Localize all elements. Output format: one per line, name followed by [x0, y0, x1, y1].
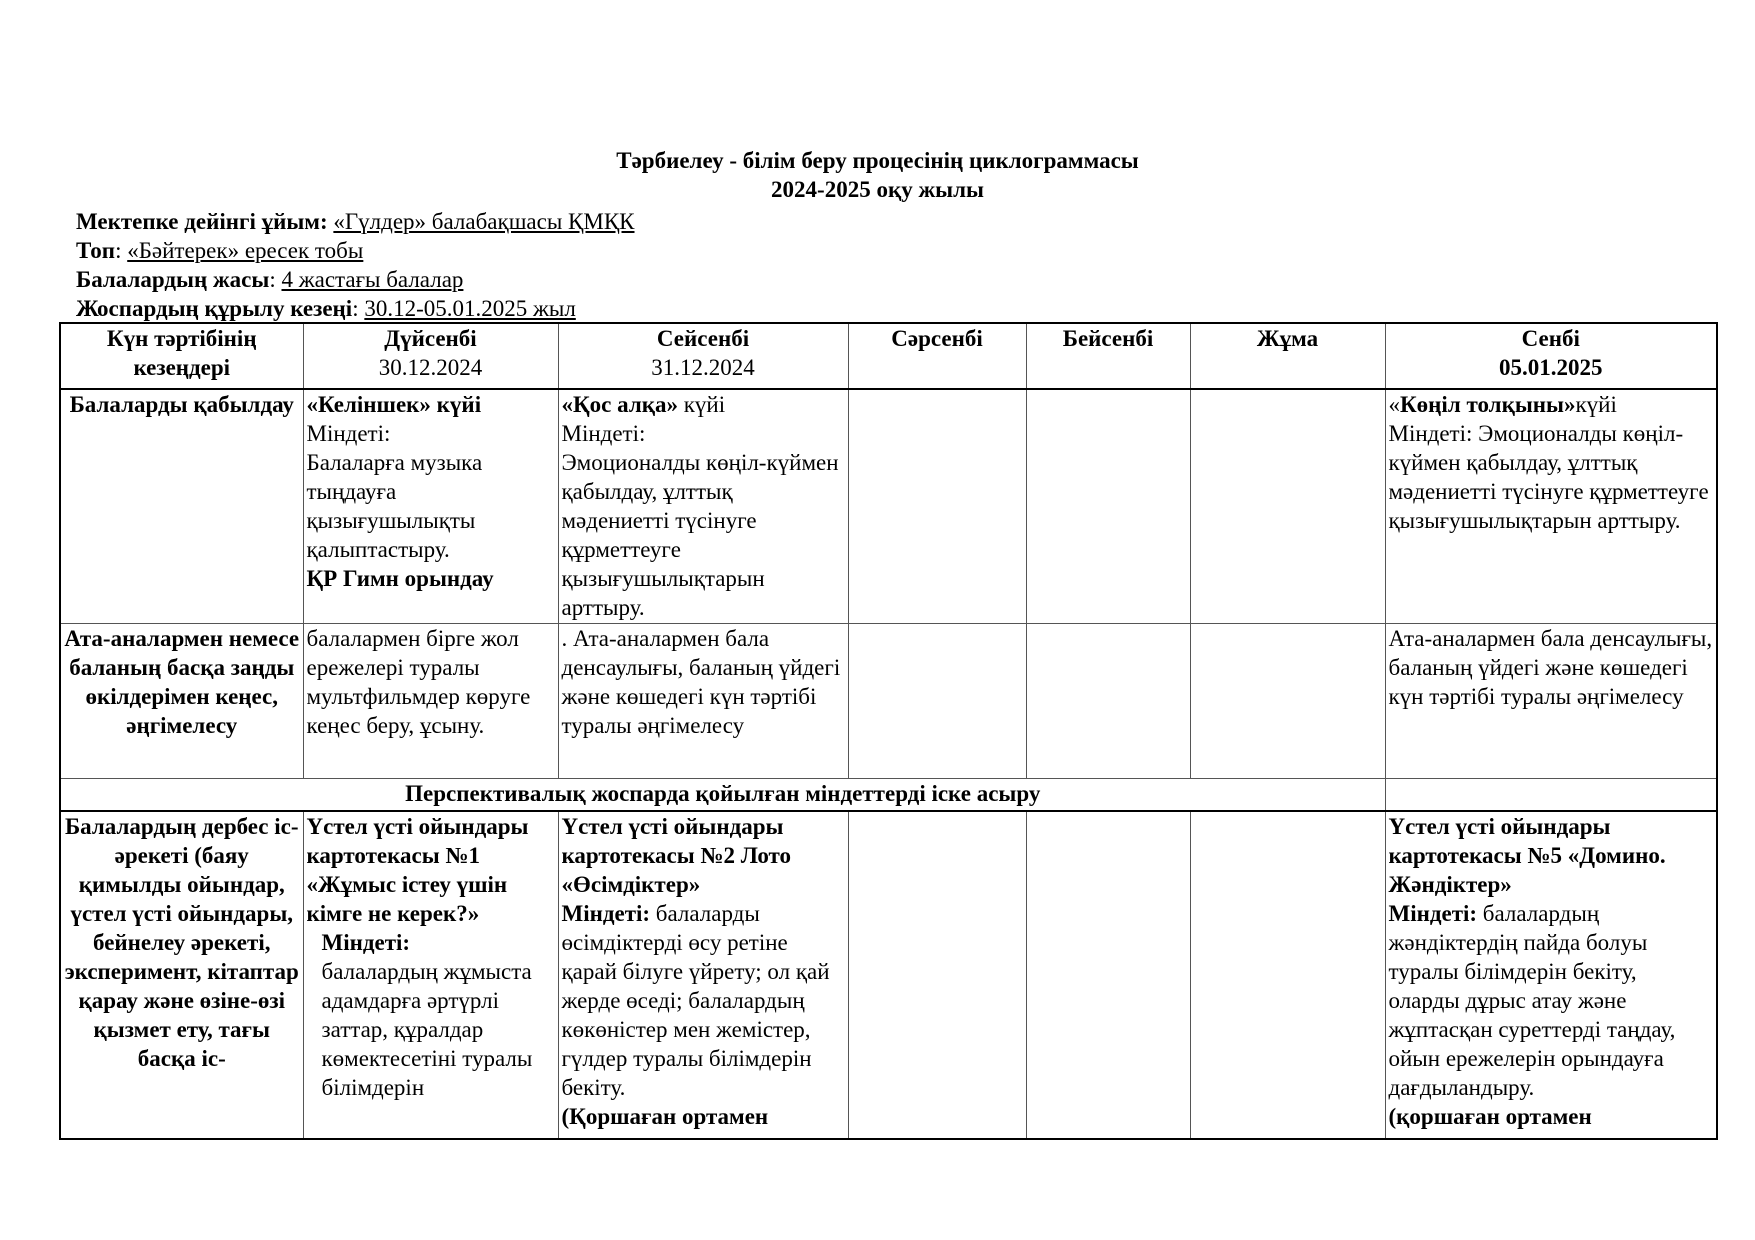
reception-monday-task-label: Міндеті:	[306, 421, 391, 446]
reception-saturday-task: Міндеті: Эмоционалды көңіл-күймен қабылдау, ұлттық мәдениетті түсінуге құрметтеугe қызығушылықтарын арттыру.	[1388, 421, 1709, 533]
banner-saturday-empty	[1385, 778, 1717, 811]
header-periods-label: Күн тәртібінің кезеңдері	[106, 326, 257, 380]
header-cell-thursday	[1026, 323, 1190, 389]
reception-tuesday-title: «Қос алқа»	[561, 392, 678, 417]
activity-saturday-task-text: балалардың жәндіктердің пайда болуы туралы білімдерін бекіту, оларды дұрыс атау және жұптасқан суреттерді таңдау, ойын ережелерін орындауға дағдыландыру.	[1388, 901, 1676, 1100]
header-cell-periods	[60, 323, 303, 389]
header-wednesday-day: Сәрсенбі	[891, 326, 983, 351]
header-cell-wednesday	[848, 323, 1026, 389]
cell-reception-thursday	[1026, 389, 1190, 623]
cell-activity-thursday	[1026, 811, 1190, 1139]
cell-activity-tuesday	[558, 811, 848, 1139]
table-header-row	[60, 323, 1717, 389]
meta-group-label: Топ	[76, 238, 116, 263]
table-row	[60, 389, 1717, 623]
header-cell-tuesday	[558, 323, 848, 389]
meta-period-value: 30.12-05.01.2025 жыл	[364, 296, 576, 321]
activity-tuesday-task-text: балаларды өсімдіктерді өсу ретіне қарай білуге үйрету; ол қай жерде өседі; балалардың көкөністер мен жемістер, гүлдер туралы білімдерін бекіту.	[561, 901, 830, 1100]
row-label-reception: Балаларды қабылдау	[60, 389, 303, 623]
cell-activity-monday	[303, 811, 558, 1139]
schedule-table	[59, 322, 1718, 1140]
header-monday-date: 30.12.2024	[378, 355, 483, 380]
reception-saturday-quote: «	[1388, 392, 1400, 417]
meta-period-label: Жоспардың құрылу кезеңі	[76, 296, 353, 321]
table-row	[60, 623, 1717, 778]
activity-monday-title: Үстел үсті ойындары картотекасы №1 «Жұмыс істеу үшін кімге не керек?»	[306, 814, 529, 926]
row-label-parents: Ата-аналармен немесе баланың басқа заңды өкілдерімен кеңес, әңгімелесу	[60, 623, 303, 778]
cell-activity-wednesday	[848, 811, 1026, 1139]
activity-saturday-subject: (қоршаған ортамен	[1388, 1104, 1592, 1129]
reception-monday-title: «Келіншек» күйі	[306, 392, 482, 417]
activity-tuesday-title: Үстел үсті ойындары картотекасы №2 Лото «Өсімдіктер»	[561, 814, 792, 897]
cell-reception-saturday	[1385, 389, 1717, 623]
reception-monday-task-text: Балаларға музыка тыңдауға қызығушылықты қалыптастыру.	[306, 450, 483, 562]
activity-tuesday-subject: (Қоршаған ортамен	[561, 1104, 769, 1129]
activity-saturday-title: Үстел үсті ойындары картотекасы №5 «Домино. Жәндіктер»	[1388, 814, 1666, 897]
table-banner-row	[60, 778, 1717, 811]
header-cell-monday	[303, 323, 558, 389]
meta-group-colon: :	[115, 238, 122, 263]
header-saturday-day: Сенбі	[1521, 326, 1580, 351]
meta-age-colon: :	[269, 267, 276, 292]
meta-period	[76, 294, 576, 323]
table-row	[60, 811, 1717, 1139]
activity-tuesday-task-label: Міндеті:	[561, 901, 651, 926]
header-cell-friday	[1190, 323, 1385, 389]
activity-saturday-task-label: Міндеті:	[1388, 901, 1478, 926]
row-label-independent-activity: Балалардың дербес іс-әрекеті (баяу қимылды ойындар, үстел үсті ойындары, бейнелеу әрекеті, эксперимент, кітаптар қарау және өзіне-өзі қызмет ету, тағы басқа іс-	[60, 811, 303, 1139]
cell-parents-friday	[1190, 623, 1385, 778]
document-title: Тәрбиелеу - білім беру процесінің циклограммасы	[616, 148, 1139, 173]
header-saturday-date: 05.01.2025	[1499, 355, 1603, 380]
cell-reception-tuesday	[558, 389, 848, 623]
reception-tuesday-task-label: Міндеті:	[561, 421, 646, 446]
reception-tuesday-task-text: Эмоционалды көңіл-күймен қабылдау, ұлттық мәдениетті түсінуге құрметтеугe қызығушылықтарын арттыру.	[561, 450, 839, 620]
meta-group	[76, 236, 363, 265]
header-tuesday-date: 31.12.2024	[651, 355, 755, 380]
meta-age	[76, 265, 463, 294]
document-subtitle: 2024-2025 оқу жылы	[771, 177, 984, 202]
cell-parents-tuesday: . Ата-аналармен бала денсаулығы, баланың үйдегі және көшедегі күн тәртібі туралы әңгімелесу	[558, 623, 848, 778]
meta-organization	[76, 207, 635, 236]
cell-reception-friday	[1190, 389, 1385, 623]
reception-tuesday-title-suffix: күйі	[678, 392, 726, 417]
cell-parents-thursday	[1026, 623, 1190, 778]
cell-parents-wednesday	[848, 623, 1026, 778]
cell-activity-saturday	[1385, 811, 1717, 1139]
activity-monday-task-label: Міндеті:	[321, 930, 411, 955]
header-friday-day: Жұма	[1256, 326, 1319, 351]
meta-age-value: 4 жастағы балалар	[281, 267, 464, 292]
cell-parents-saturday: Ата-аналармен бала денсаулығы, баланың үйдегі және көшедегі күн тәртібі туралы әңгімелесу	[1385, 623, 1717, 778]
reception-saturday-title: Көңіл толқыны»	[1400, 392, 1576, 417]
reception-saturday-title-suffix: күйі	[1575, 392, 1617, 417]
cell-activity-friday	[1190, 811, 1385, 1139]
cell-reception-monday	[303, 389, 558, 623]
cell-parents-monday: балалармен бірге жол ережелері туралы мультфильмдер көруге кеңес беру, ұсыну.	[303, 623, 558, 778]
meta-period-colon: :	[352, 296, 359, 321]
reception-monday-anthem: ҚР Гимн орындау	[306, 566, 494, 591]
header-tuesday-day: Сейсенбі	[656, 326, 750, 351]
cell-reception-wednesday	[848, 389, 1026, 623]
meta-organization-value: «Гүлдер» балабақшасы ҚМҚК	[333, 209, 635, 234]
header-cell-saturday	[1385, 323, 1717, 389]
activity-monday-task-text: балалардың жұмыста адамдарға әртүрлі заттар, құралдар көмектесетіні туралы білімдерін	[321, 959, 533, 1100]
meta-group-value: «Бәйтерек» ересек тобы	[127, 238, 364, 263]
meta-age-label: Балалардың жасы	[76, 267, 270, 292]
header-thursday-day: Бейсенбі	[1062, 326, 1154, 351]
banner-perspective-plan: Перспективалық жоспарда қойылған міндеттерді іске асыру	[60, 778, 1385, 811]
header-monday-day: Дүйсенбі	[384, 326, 477, 351]
meta-organization-label: Мектепке дейінгі ұйым:	[76, 209, 328, 234]
